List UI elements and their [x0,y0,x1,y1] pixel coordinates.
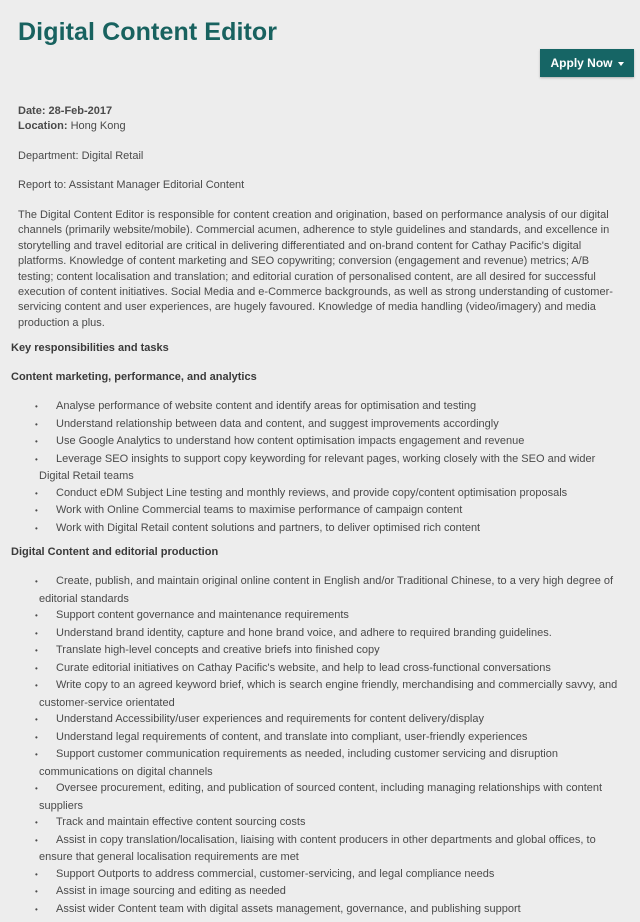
location-row [18,119,126,134]
list-item-text: Create, publish, and maintain original online content in English and/or Traditional Chinese, to a very high degree of editorial standards [39,575,614,605]
list-item [35,451,627,485]
list-item [35,780,627,814]
bullet-icon: • [35,904,38,914]
bullet-icon: • [35,646,38,655]
bullet-icon: • [35,835,38,845]
location-value: Hong Kong [70,120,126,132]
key-responsibilities-heading: Key responsibilities and tasks [11,342,169,354]
bullet-icon: • [35,506,38,515]
list-item [35,711,627,729]
list-item [35,398,627,416]
bullet-icon: • [35,437,38,446]
list-item-text: Assist in image sourcing and editing as needed [56,885,286,897]
list-item [35,416,627,434]
bullet-icon: • [35,488,38,498]
bullet-icon: • [35,454,38,464]
list-item-text: Write copy to an agreed keyword brief, which is search engine friendly, merchandising and commercially savvy, and customer-service orientated [39,679,618,709]
bullet-icon: • [35,715,38,724]
caret-down-icon [618,62,624,66]
department: Department: Digital Retail [18,150,144,162]
list-item [35,573,627,607]
editorial-heading: Digital Content and editorial production [11,546,219,558]
list-item-text: Understand Accessibility/user experiences and requirements for content delivery/display [56,713,484,725]
list-item-text: Translate high-level concepts and creative briefs into finished copy [56,644,380,656]
marketing-task-list [35,398,627,537]
list-item [35,607,627,625]
list-item [35,433,627,451]
list-item [35,520,627,538]
list-item-text: Curate editorial initiatives on Cathay Pacific's website, and help to lead cross-functional conversations [56,661,551,674]
list-item-text: Analyse performance of website content and identify areas for optimisation and testing [56,400,477,412]
bullet-icon: • [35,402,38,411]
list-item-text: Leverage SEO insights to support copy keywording for relevant pages, working closely with the SEO and wider Digital Retail teams [39,452,596,482]
list-item [35,901,627,919]
list-item [35,866,627,884]
bullet-icon: • [35,681,38,690]
marketing-heading: Content marketing, performance, and analytics [11,371,257,383]
list-item-text: Oversee procurement, editing, and publication of sourced content, including managing relationships with content suppliers [39,782,603,812]
list-item-text: Support content governance and maintenance requirements [56,609,349,621]
bullet-icon: • [35,611,38,620]
list-item [35,502,627,520]
bullet-icon: • [35,628,38,638]
bullet-icon: • [35,523,38,533]
list-item-text: Conduct eDM Subject Line testing and monthly reviews, and provide copy/content optimisation proposals [56,486,568,499]
list-item [35,660,627,678]
editorial-task-list [35,573,627,918]
bullet-icon: • [35,887,38,896]
bullet-icon: • [35,732,38,742]
list-item [35,832,627,866]
bullet-icon: • [35,419,38,429]
job-description: The Digital Content Editor is responsible for content creation and origination, based on performance analysis of our digital channels (primarily website/mobile). Commercial acumen, adherence to style guidelines and standards, and excellence in storytelling and travel editorial are critical in delivering differentiated and on-brand content for Cathay Pacific's digital platforms. Knowledge of content marketing and SEO copywriting; conversion (engagement and revenue) metrics; A/B testing; content localisation and translation; and editorial curation of personalised content, are all desired for successful execution of content initiatives. Social Media and e-Commerce backgrounds, as well as strong understanding of customer-servicing content and user experiences, are hugely favoured. Knowledge of media handling (video/imagery) and media production a plus. [18,209,613,329]
list-item-text: Work with Online Commercial teams to maximise performance of campaign content [56,504,463,516]
location-label: Location: [18,120,68,132]
list-item [35,677,627,711]
list-item-text: Understand relationship between data and content, and suggest improvements accordingly [56,417,499,430]
bullet-icon: • [35,750,38,759]
list-item [35,625,627,643]
apply-now-button[interactable] [540,49,634,77]
list-item-text: Understand brand identity, capture and hone brand voice, and adhere to required branding guidelines. [56,626,552,639]
posting-date: Date: 28-Feb-2017 [18,105,113,117]
list-item [35,883,627,901]
job-meta [18,104,126,134]
list-item-text: Work with Digital Retail content solutions and partners, to deliver optimised rich content [56,521,481,534]
bullet-icon: • [35,784,38,793]
list-item-text: Support customer communication requirements as needed, including customer servicing and disruption communications on digital channels [39,748,558,778]
list-item-text: Understand legal requirements of content, and translate into compliant, user-friendly experiences [56,730,528,743]
list-item-text: Support Outports to address commercial, customer-servicing, and legal compliance needs [56,867,495,880]
list-item-text: Track and maintain effective content sourcing costs [56,816,306,828]
list-item [35,746,627,780]
list-item [35,642,627,660]
bullet-icon: • [35,869,38,879]
report-to: Report to: Assistant Manager Editorial Content [18,179,245,191]
bullet-icon: • [35,818,38,827]
bullet-icon: • [35,577,38,586]
page-title: Digital Content Editor [18,18,278,46]
list-item [35,485,627,503]
list-item-text: Use Google Analytics to understand how content optimisation impacts engagement and revenue [56,435,525,447]
list-item-text: Assist wider Content team with digital assets management, governance, and publishing support [56,902,521,915]
list-item-text: Assist in copy translation/localisation, liaising with content producers in other departments and global offices, to ensure that general localisation requirements are met [39,833,596,863]
list-item [35,814,627,832]
bullet-icon: • [35,663,38,673]
apply-now-label: Apply Now [550,56,613,70]
list-item [35,729,627,747]
